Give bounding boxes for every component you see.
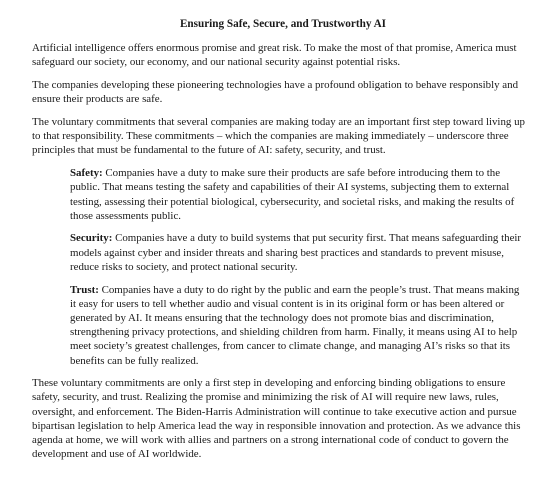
principle-trust — [70, 283, 524, 368]
principle-safety — [70, 166, 524, 223]
intro-paragraph-1: Artificial intelligence offers enormous promise and great risk. To make the most of that promise, America must safeguard our society, our economy, and our national security against potential risks. — [32, 42, 517, 69]
principle-term: Safety: — [70, 167, 103, 180]
principle-text: Companies have a duty to do right by the public and earn the people’s trust. That means making it easy for users to tell whether audio and visual content is in its original form or has been altered or generated by AI. It means ensuring that the technology does not promote bias and discrimination, strengthening privacy protections, and shielding children from harm. Finally, it means using AI to help meet society’s greatest challenges, from cancer to climate change, and managing AI’s risks so that its benefits can be fully realized. — [70, 283, 520, 367]
principle-term: Security: — [70, 232, 113, 245]
intro-paragraph-2: The companies developing these pioneering technologies have a profound obligation to behave responsibly and ensure their products are safe. — [32, 79, 519, 106]
conclusion-paragraph: These voluntary commitments are only a first step in developing and enforcing binding obligations to ensure safety, security, and trust. Realizing the promise and minimizing the risk of AI will require new laws, rules, oversight, and enforcement. The Biden-Harris Administration will continue to take executive action and pursue bipartisan legislation to help America lead the way in responsible innovation and protection. As we advance this agenda at home, we will work with allies and partners on a strong international code of conduct to govern the development and use of AI worldwide. — [32, 377, 521, 461]
principle-text: Companies have a duty to make sure their products are safe before introducing them to the public. That means testing the safety and capabilities of their AI systems, subjecting them to external testing, assessing their potential biological, cybersecurity, and societal risks, and making the results of those assessments public. — [70, 167, 515, 222]
principle-term: Trust: — [70, 283, 99, 296]
document-title: Ensuring Safe, Secure, and Trustworthy AI — [179, 18, 387, 30]
principle-text: Companies have a duty to build systems that put security first. That means safeguarding their models against cyber and insider threats and sharing best practices and standards to prevent misuse, reduce risks to society, and protect national security. — [70, 232, 522, 273]
intro-paragraph-3: The voluntary commitments that several companies are making today are an important first step toward living up to that responsibility. These commitments – which the companies are making immediately – underscore three principles that must be fundamental to the future of AI: safety, security, and trust. — [32, 116, 525, 157]
principle-security — [70, 231, 524, 274]
